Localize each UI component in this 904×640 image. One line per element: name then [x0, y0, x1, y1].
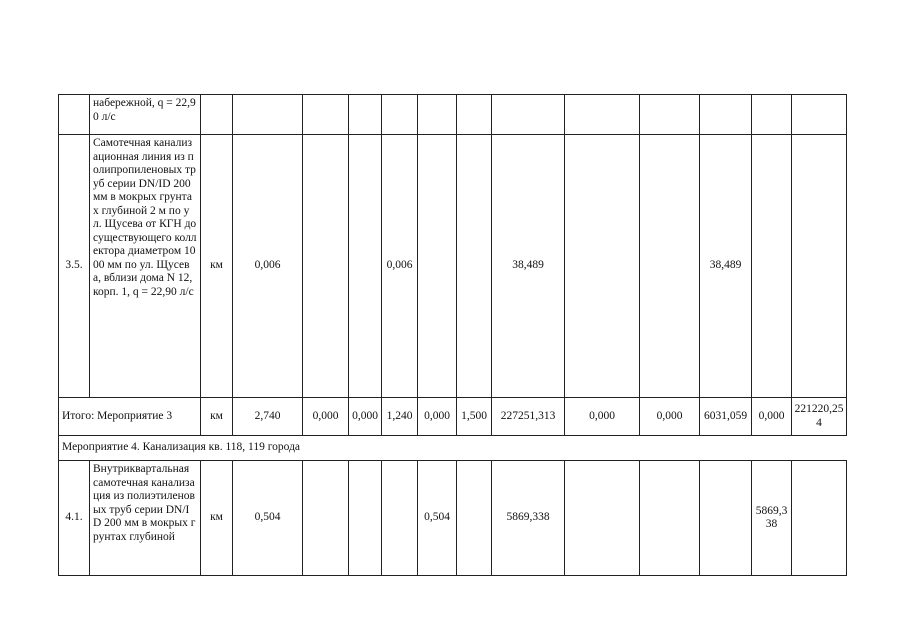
cell-value: 221220,254 [792, 398, 847, 436]
cell-num [59, 95, 90, 135]
cell-unit: км [201, 135, 233, 398]
table-row [59, 95, 847, 135]
cell-value: 0,504 [418, 461, 457, 576]
cell-unit: км [201, 461, 233, 576]
cell-num: 4.1. [59, 461, 90, 576]
cell-value: 38,489 [492, 135, 565, 398]
cell-value: 0,000 [418, 398, 457, 436]
cell-unit: км [201, 398, 233, 436]
table-row [59, 398, 847, 436]
cell-value: 1,240 [382, 398, 418, 436]
cell-value: 5869,338 [752, 461, 792, 576]
cell-value: 0,000 [640, 398, 700, 436]
cell-description: набережной, q = 22,90 л/с [90, 95, 201, 135]
cell-value: 0,000 [565, 398, 640, 436]
cell-value: 1,500 [457, 398, 492, 436]
cell-description: Самотечная канализационная линия из полипропиленовых труб серии DN/ID 200 мм в мокрых грунтах глубиной 2 м по ул. Щусева от КГН до существующего коллектора диаметром 1000 мм по ул. Щусева, вблизи дома N 12, корп. 1, q = 22,90 л/с [90, 135, 201, 398]
cell-value: 0,000 [303, 398, 349, 436]
cell-value: 6031,059 [700, 398, 752, 436]
cell-value: 0,006 [382, 135, 418, 398]
cell-description: Внутриквартальная самотечная канализация из полиэтиленовых труб серии DN/ID 200 мм в мокрых грунтах глубиной [90, 461, 201, 576]
cell-value: 38,489 [700, 135, 752, 398]
cell-value: 227251,313 [492, 398, 565, 436]
cell-value: 2,740 [233, 398, 303, 436]
table-row [59, 461, 847, 576]
section-header: Мероприятие 4. Канализация кв. 118, 119 города [59, 436, 847, 461]
table-row [59, 135, 847, 398]
cell-value: 5869,338 [492, 461, 565, 576]
cell-value: 0,504 [233, 461, 303, 576]
data-table [58, 94, 847, 576]
cell-total-label: Итого: Мероприятие 3 [59, 398, 201, 436]
cell-num: 3.5. [59, 135, 90, 398]
section-row [59, 436, 847, 461]
cell-value: 0,000 [752, 398, 792, 436]
cell-value: 0,006 [233, 135, 303, 398]
cell-value: 0,000 [349, 398, 382, 436]
